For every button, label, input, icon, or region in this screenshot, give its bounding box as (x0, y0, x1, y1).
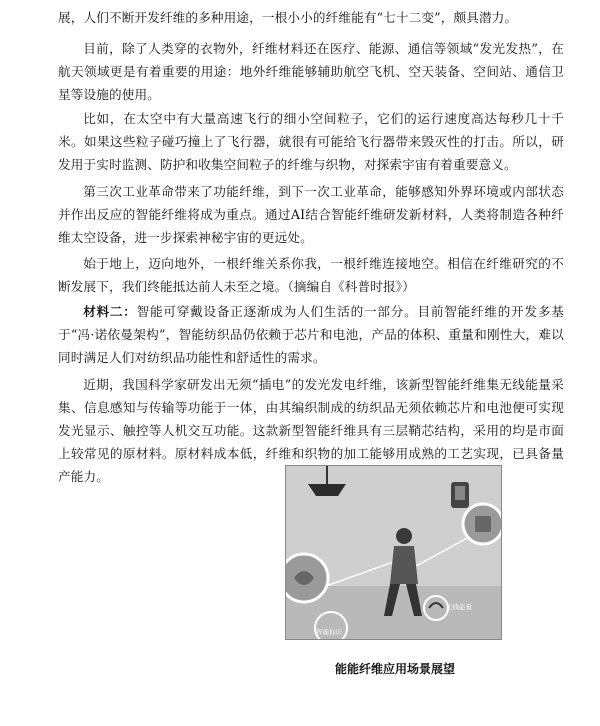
overlay-label-smart: 智能标识 (316, 628, 342, 636)
wall-device-screen (455, 486, 465, 500)
paragraph-5 (58, 252, 564, 298)
paragraph-2 (58, 37, 564, 106)
scene-illustration (285, 465, 502, 640)
paragraph-3-text: 比如，在太空中有大量高速飞行的细小空间粒子，它们的运行速度高达每秒几十千米。如果这些粒子碰巧撞上了飞行器，就很有可能给飞行器带来毁灭性的打击。所以，研发用于实时监测、防护和收集空间粒子的纤维与织物，对探索宇宙有着重要意义。 (58, 111, 564, 172)
person-body (390, 546, 418, 584)
paragraph-1-text: 展，人们不断开发纤维的多种用途，一根小小的纤维能有“七十二变”，颇具潜力。 (58, 10, 518, 25)
paragraph-2-text: 目前，除了人类穿的衣物外，纤维材料还在医疗、能源、通信等领域“发光发热”，在航天领域更是有着重要的用途：地外纤维能够辅助航空飞机、空天装备、空间站、通信卫星等设施的使用。 (58, 41, 564, 102)
overlay-label-wireless: 无线能量 (446, 603, 472, 611)
paragraph-4 (58, 180, 564, 249)
figure-caption: 能能纤维应用场景展望 (334, 662, 455, 676)
paragraph-7-text: 近期，我国科学家研发出无须“插电”的发光发电纤维，该新型智能纤维集无线能量采集、信息感知与传输等功能于一体，由其编织制成的纺织品无须依赖芯片和电池便可实现发光显示、触控等人机交互功能。这款新型智能纤维具有三层鞘芯结构，采用的均是市面上较常见的原材料。原材料成本低，纤维和织物的加工能够用成熟的工艺实现，已具备量产能力。 (58, 377, 564, 484)
paragraph-6-text: 智能可穿戴设备正逐渐成为人们生活的一部分。目前智能纤维的开发多基于“冯·诺依曼架构”，智能纺织品仍依赖于芯片和电池，产品的体积、重量和刚性大，难以同时满足人们对纺织品功能性和舒适性的需求。 (58, 304, 564, 365)
paragraph-5-text: 始于地上，迈向地外，一根纤维关系你我，一根纤维连接地空。相信在纤维研究的不断发展下，我们终能抵达前人未至之境。（摘编自《科普时报》） (58, 256, 564, 294)
scene-illustration-svg (286, 466, 501, 639)
right-feature-icon (475, 516, 491, 532)
person-head (396, 528, 412, 544)
paragraph-1 (58, 6, 564, 29)
paragraph-4-text: 第三次工业革命带来了功能纤维，到下一次工业革命，能够感知外界环境或内部状态并作出反应的智能纤维将成为重点。通过AI结合智能纤维研发新材料，人类将制造各种纤维太空设备，进一步探索神秘宇宙的更远处。 (58, 184, 564, 245)
paragraph-material-2 (58, 300, 564, 369)
paragraph-3 (58, 107, 564, 176)
lamp-cord (326, 466, 328, 484)
material-label: 材料二： (83, 304, 137, 319)
